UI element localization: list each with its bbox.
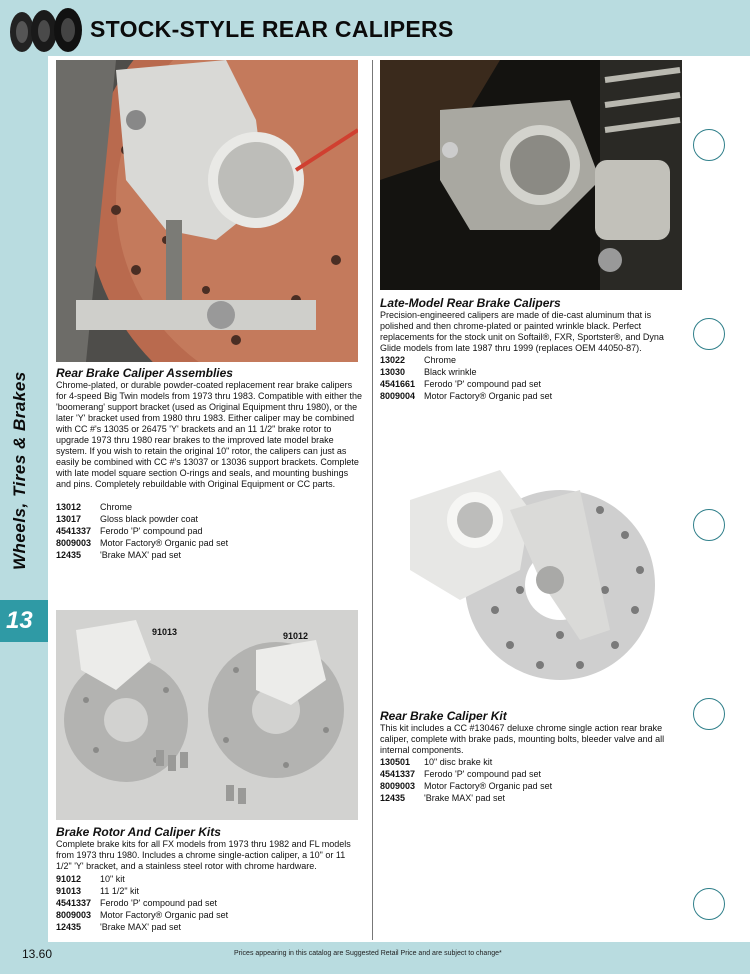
- spec-row: 130501 10" disc brake kit: [380, 757, 493, 767]
- spec-row: 12435 'Brake MAX' pad set: [56, 550, 181, 560]
- spec-row: 4541337 Ferodo 'P' compound pad set: [56, 898, 218, 908]
- late-model-spec-list: [380, 355, 552, 403]
- spec-row: 4541661 Ferodo 'P' compound pad set: [380, 379, 542, 389]
- footer-band: [0, 942, 750, 974]
- binder-hole: [693, 509, 725, 541]
- binder-hole: [693, 698, 725, 730]
- caliper-kit-spec-list: [380, 757, 552, 805]
- price-disclaimer: Prices appearing in this catalog are Suggested Retail Price and are subject to change*: [234, 950, 502, 957]
- figure-label-91012: 91012: [283, 631, 309, 641]
- page-number: 13.60: [22, 947, 53, 961]
- binder-hole: [693, 888, 725, 920]
- caliper-assemblies-spec-list: [56, 502, 228, 562]
- caliper-kit-title: Rear Brake Caliper Kit: [380, 709, 507, 723]
- spec-row: 12435 'Brake MAX' pad set: [56, 922, 181, 932]
- section-label-text: Wheels, Tires & Brakes: [10, 371, 29, 570]
- caliper-assemblies-title: Rear Brake Caliper Assemblies: [56, 366, 233, 380]
- rotor-kits-description: Complete brake kits for all FX models from 1973 thru 1982 and FL models from 1973 thru 1980. Includes a chrome single-action caliper, a 10" or 11 1/2" 'Y' bracket, and a stainless steel rotor with chrome hardware.: [56, 839, 351, 871]
- binder-hole: [693, 318, 725, 350]
- spec-row: 4541337 Ferodo 'P' compound pad set: [380, 769, 542, 779]
- caliper-assemblies-description: Chrome-plated, or durable powder-coated replacement rear brake calipers for 4-speed Big Twin models from 1973 thru 1983. Compatible with either the 'boomerang' support bracket (used as Original Equipment thru 1980), or the later 'Y' bracket used from 1980 thru 1983. Either caliper may be combined with CC #'s 13035 or 26475 'Y' brackets and an 11 1/2" brake rotor to upgrade 1973 thru 1980 rear brakes to the improved late model brake system. If you wish to retain the original 10" rotor, the calipers can just as easily be combined with CC #'s 13037 or 13036 support brackets. Complete with late model square section O-rings and seals, and mounting bushings and pins. Completely rebuildable with Original Equipment or CC parts.: [56, 380, 362, 489]
- spec-row: 8009003 Motor Factory® Organic pad set: [56, 910, 229, 920]
- chapter-number: 13: [6, 607, 33, 634]
- page-title: STOCK-STYLE REAR CALIPERS: [90, 16, 454, 42]
- spec-row: 13012 Chrome: [56, 502, 133, 512]
- spec-row: 13017 Gloss black powder coat: [56, 514, 199, 524]
- rotor-kits-spec-list: [56, 874, 228, 934]
- caliper-assembly-photo: [56, 60, 358, 362]
- caliper-kit-photo: [380, 450, 682, 680]
- spec-row: 8009004 Motor Factory® Organic pad set: [380, 391, 553, 401]
- late-model-title: Late-Model Rear Brake Calipers: [380, 296, 561, 310]
- binder-holes: [693, 0, 727, 974]
- column-divider: [372, 60, 373, 940]
- late-model-caliper-photo: [380, 60, 682, 290]
- spec-row: 13030 Black wrinkle: [380, 367, 477, 377]
- figure-label-91013: 91013: [152, 627, 178, 637]
- spec-row: 91012 10" kit: [56, 874, 125, 884]
- binder-hole: [693, 129, 725, 161]
- rotor-kits-title: Brake Rotor And Caliper Kits: [56, 825, 221, 839]
- spec-row: 8009003 Motor Factory® Organic pad set: [380, 781, 553, 791]
- spec-row: 12435 'Brake MAX' pad set: [380, 793, 505, 803]
- spec-row: 8009003 Motor Factory® Organic pad set: [56, 538, 229, 548]
- spec-row: 4541337 Ferodo 'P' compound pad: [56, 526, 203, 536]
- spec-row: 13022 Chrome: [380, 355, 457, 365]
- late-model-description: Precision-engineered calipers are made of die-cast aluminum that is polished and then chrome-plated or painted wrinkle black. Perfect replacements for the stock unit on Softail®, FXR, Sportster®, and Dyna Glide models from late 1987 thru 1999 (replaces OEM 44050-87).: [380, 310, 664, 353]
- caliper-kit-description: This kit includes a CC #130467 deluxe chrome single action rear brake caliper, complete with brake pads, mounting bolts, bleeder valve and all internal components.: [380, 723, 665, 755]
- tires-logo-icon: [8, 6, 86, 56]
- rotor-caliper-kits-photo: [56, 610, 358, 820]
- chapter-tab[interactable]: [0, 600, 48, 642]
- spec-row: 91013 11 1/2" kit: [56, 886, 140, 896]
